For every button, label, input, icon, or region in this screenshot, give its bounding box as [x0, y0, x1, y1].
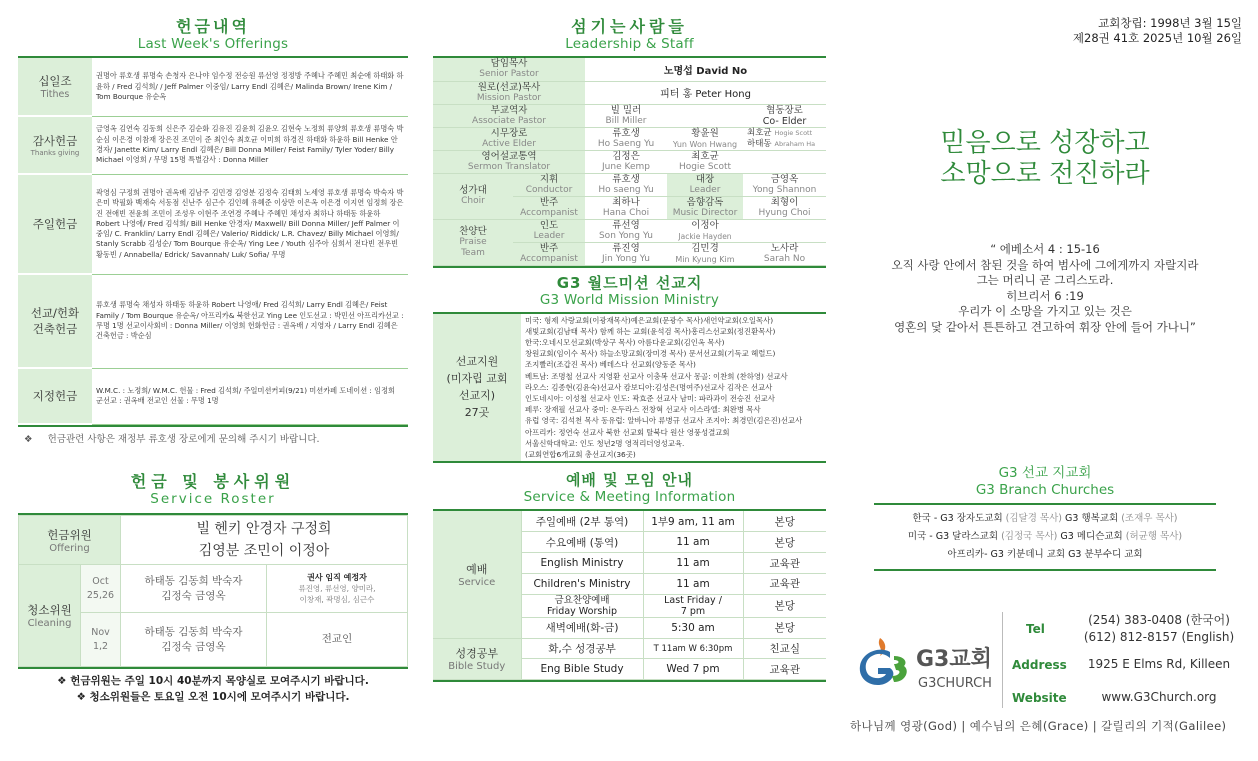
offering-names: 빌 헨키 안경자 구정희 [196, 521, 332, 537]
services-table [433, 511, 826, 680]
mission-line: 한국:오네시모선교회(박상구 목사) 아름다운교회(김인옥 목사) [525, 337, 725, 347]
list-item: 미국 - G3 달라스교회 (김정국 목사) G3 메디슨교회 (허균행 목사) [907, 531, 1183, 542]
table-row: 성경공부 Bible Study 화,수 성경공부 T 11am W 6:30pm 친교실 [433, 638, 826, 659]
table-row [19, 516, 408, 565]
offerings-table [18, 58, 408, 425]
logo-text: G3교회 [916, 647, 992, 672]
table-row [18, 274, 408, 368]
leadership-table [433, 58, 826, 266]
tel-number[interactable]: (254) 383-0408 (한국어) [1088, 613, 1230, 627]
table-row: 반주 Accompanist 류진영 Jin Yong Yu 김민경 Min Kyung Kim 노사라 Sarah No [433, 242, 826, 265]
logo-text-en: G3CHURCH [918, 676, 992, 691]
website-link[interactable]: www.G3Church.org [1101, 690, 1217, 704]
mission-line: 창원교회(임이수 목사) 하늘소망교회(장미경 목사) 문서선교회(기독교 헤럴드) [525, 349, 776, 359]
oct-names: 김정숙 금영옥 [161, 589, 226, 602]
table-row [19, 565, 408, 613]
services-title: 예배 및 모임 안내 [565, 471, 694, 490]
issue-date: 제28권 41호 2025년 10월 26일 [1072, 31, 1242, 45]
leadership-subtitle: Leadership & Staff [565, 36, 694, 52]
table-row: 원로(선교)목사 Mission Pastor 피터 홍 Peter Hong [433, 81, 826, 104]
offering-names: 김영분 조민이 이정아 [198, 543, 330, 559]
tel-number[interactable]: (612) 812-8157 (English) [1083, 630, 1235, 644]
nov-names: 하태동 김동희 박숙자 [144, 625, 243, 638]
mission-line: 베트남: 조명철 선교사 지영환 선교사 이충복 선교사 몽골: 이찬희 (찬하영) 선교사 [525, 371, 788, 381]
nov-names: 김정숙 금영옥 [161, 640, 226, 653]
table-row: 영어설교통역 Sermon Translator 김정은 June Kemp 최호균 Hogie Scott [433, 150, 826, 173]
mission-title: G3 월드미션 선교지 [556, 273, 703, 292]
table-row: 찬양단 Praise Team 인도 Leader 류선영 Son Yong Yu 이정아 Jackie Hayden [433, 219, 826, 242]
leadership-column [433, 0, 826, 682]
address-label: Address [1012, 657, 1067, 672]
mission-line: (교회연합6개교회 총선교지(36곳) [525, 449, 636, 459]
table-row: 예배 Service 주일예배 (2부 통역) 1부9 am, 11 am 본당 [433, 511, 826, 532]
services-subtitle: Service & Meeting Information [523, 489, 736, 506]
mission-line: 페루: 장재필 선교사 중미: 온두라스 전창혁 선교사 이스라엘: 최완병 목사 [525, 405, 761, 415]
roster-note: ❖ 헌금위원는 주일 10시 40분까지 목양실로 모여주시기 바랍니다. [57, 675, 369, 687]
divider [1002, 612, 1003, 708]
roster-note: ❖ 청소위원들은 토요일 오전 10시에 모여주시기 바랍니다. [76, 691, 350, 703]
row-label: 주일헌금 [32, 217, 78, 231]
branch-title: G3 선교 지교회 [998, 465, 1092, 481]
table-row: 새벽예배(화-금) 5:30 am 본당 [433, 617, 826, 638]
elder-title: 권사 임직 예정자 [307, 573, 367, 582]
mission-table [433, 312, 826, 464]
diamond-icon: ❖ [24, 434, 33, 445]
nov-date: Nov [91, 626, 110, 638]
table-row [18, 368, 408, 424]
row-label-en: Thanks giving [30, 149, 80, 157]
nov-right: 전교인 [321, 633, 353, 645]
row-text: 곽영심 구정희 권명아 권옥배 김남주 김민경 김영분 김정숙 김태희 노세영 류호생 류명숙 박숙자 박은미 박필화 백재숙 서동점 신난주 심근수 김인혜 유혜준 이상만 이은옥 이은경 이지연 임정희 장은진 전애빈 전윤희 조민이 조성우 이현주 조연경 주혜나 주혜민 채성자 최하나 하태동 하윤하 Robert 나영애/ Fred 김석희/ Bill Henke 안경자/ Maxwell/ Bill Donna Miller/ Jeff Palmer 이중임/ C. Franklin/ Larry Endl 김혜은/ Valerio/ Riddick/ L.R. Chavez/ Billy Michael 이영희/ Stanly Scrabb 김성순/ Tom Bourque 유순옥/ Ying Lee / Youth 심주아 심희서 전다빈 전우빈 황동빈 / Annabella/ Edrick/ Savannah/ Luk/ Sofia/ 무명 [92, 174, 408, 274]
list-item: 한국 - G3 장자도교회 (김달경 목사) G3 행복교회 (조재우 목사) [912, 513, 1178, 524]
table-row: 금요찬양예배 Friday Worship Last Friday / 7 pm 본당 [433, 594, 826, 617]
table-row: Children's Ministry 11 am 교육관 [433, 574, 826, 595]
table-row [433, 313, 826, 463]
elder-names: 이창재, 곽명심, 심근수 [299, 595, 375, 604]
mission-line: 아프리카: 정연숙 선교사 북한 선교회 탈북다 원산 영풍성결교회 [525, 427, 730, 437]
table-row: English Ministry 11 am 교육관 [433, 553, 826, 574]
oct-names: 하태동 김동희 박숙자 [144, 574, 243, 587]
divider [433, 680, 826, 682]
row-label: 감사헌금 [32, 134, 78, 148]
table-row: 부교역자 Associate Pastor 빌 밀러 Bill Miller 협동장로 Co- Elder [433, 104, 826, 127]
church-logo [850, 632, 1000, 702]
offerings-column [18, 0, 408, 705]
mission-line: 유럽 영국: 김석천 목사 동유럽: 알바니아 류병규 선교사 조지아: 최경민(김은진)선교사 [525, 416, 803, 426]
mission-line: 인도네시아: 이성철 선교사 인도: 곽효준 선교사 남미: 파라과이 전승진 선교사 [525, 393, 775, 403]
nov-date: 1,2 [92, 640, 109, 652]
branch-subtitle: G3 Branch Churches [975, 482, 1115, 498]
row-text: 금영옥 김연숙 김동희 신은주 김순화 김유진 김윤희 김윤오 김현숙 노정희 류양희 류호생 류명숙 박순심 이은경 이참재 장은진 조민이 준 최인숙 최호균 이미희 하경진 하태화 하윤하 Bill Henke 안경자/ Janette Kim/ Larry Endl 김혜은/ Bill Donna Miller/ Feist Family/ Tyler Yoder/ Billy Michael 이영희 / 무명 15명 특별감사 : Donna Miller [92, 116, 408, 174]
roster-title: 헌금 및 봉사위원 [130, 472, 296, 491]
mission-line: 미국: 형제 사랑교회(이광재목사)예은교회(문광수 목사)새언약교회(오일목사) [525, 315, 774, 325]
mission-line: 새빛교회(김남태 목사) 함께 하는 교회(윤석검 목사)흥리스선교회(정진환목사) [525, 326, 776, 336]
table-row: 수요예배 (통역) 11 am 본당 [433, 532, 826, 553]
offerings-subtitle: Last Week's Offerings [137, 36, 289, 52]
address: 1925 E Elms Rd, Killeen [1087, 657, 1231, 671]
row-label: 십일조 [38, 74, 72, 88]
front-cover-column [840, 0, 1250, 761]
table-row: 반주 Accompanist 최하나 Hana Choi 음향감독 Music Director 최형이 Hyung Choi [433, 196, 826, 219]
leadership-title: 섬기는사람들 [571, 17, 688, 36]
founded-date: 교회창립: 1998년 3월 15일 [1098, 16, 1242, 30]
table-row: Eng Bible Study Wed 7 pm 교육관 [433, 659, 826, 680]
mission-line: 조지빨러(조갑진 목사) 베데스다 선교회(양동준 목사) [525, 360, 696, 370]
mission-line: 서울신학대학교: 인도 청년2명 영적리더영성교육. [525, 438, 685, 448]
mission-pastor-name: 피터 홍 Peter Hong [585, 81, 826, 104]
senior-pastor-name: 노명섭 David No [585, 58, 826, 81]
row-text: 류호생 류명숙 채성자 하태동 하윤하 Robert 나영애/ Fred 김석희/ Larry Endl 김혜은/ Feist Family / Tom Bourque 유순옥/ 아프리카& 북한선교 Ying Lee 인도선교 : 박민선 아프리카선교 : 무명 1명 선교이사회비 : Donna Miller/ 이영희 헌화헌금 : 권옥배 / 지영자 / Larry Endl 김혜은 건축헌금 : 박순심 [92, 274, 408, 368]
table-row: 담임목사 Senior Pastor 노명섭 David No [433, 58, 826, 81]
slogan: 믿음으로 성장하고 소망으로 전진하라 [940, 128, 1150, 189]
flame-g3-logo-icon [850, 632, 912, 690]
row-label: 지정헌금 [32, 389, 78, 403]
cleaning-label-en: Cleaning [27, 618, 72, 629]
offerings-note: ❖ 헌금관련 사항은 재정부 류호생 장로에게 문의해 주시기 바랍니다. [24, 434, 320, 445]
mission-label: 선교지원 [455, 355, 499, 369]
list-item: 아프리카- G3 키분데니 교회 G3 분부수디 교회 [947, 549, 1143, 560]
roster-subtitle: Service Roster [150, 491, 276, 507]
mission-label: (미자립 교회 [446, 372, 508, 386]
scripture-verse: “ 에베소서 4 : 15-16 오직 사랑 안에서 참된 것을 하여 범사에 그에게까지 자랄지라 그는 머리니 곧 그리스도라. 히브리서 6 :19 우리가 이 소망을 가지고 있는 것은 영혼의 닻 같아서 튼튼하고 견고하여 휘장 안에 들어 가나니” [891, 242, 1199, 334]
table-row [18, 58, 408, 116]
mission-subtitle: G3 World Mission Ministry [539, 291, 720, 308]
oct-date: Oct [92, 575, 109, 587]
elder-names: 류진영, 류선영, 양미라, [298, 584, 376, 593]
row-label-en: Tithes [40, 89, 70, 100]
row-text: W.M.C. : 노정희/ W.M.C. 헌물 : Fred 김석희/ 주일미션커피(9/21) 미션카페 도네이션 : 임정희 군선교 : 권옥배 전교인 선물 : 무명 1명 [92, 368, 408, 424]
offerings-title: 헌금내역 [176, 17, 250, 36]
roster-table [18, 515, 408, 667]
mission-label: 선교지) [458, 389, 496, 403]
tel-label: Tel [1026, 622, 1045, 636]
mission-label: 27곳 [464, 406, 490, 420]
church-motto: 하나님께 영광(God) | 예수님의 은혜(Grace) | 갈릴리의 기적(Galilee) [850, 719, 1227, 733]
branch-list [874, 503, 1216, 571]
offering-label: 헌금위원 [47, 527, 92, 542]
offering-label-en: Offering [49, 542, 90, 554]
row-label: 선교/헌화 건축헌금 [30, 306, 80, 336]
oct-date: 25,26 [86, 589, 115, 601]
cleaning-label: 청소위원 [27, 603, 72, 617]
contact-info [1004, 610, 1244, 714]
table-row [18, 116, 408, 174]
row-text: 권명아 류호생 류명숙 손청자 은나야 임수정 전승원 류선영 정정방 주혜나 주혜민 최순애 하태화 하윤하 / Fred 김석희/ / Jeff Palmer 이중임/ Larry Endl 김혜은/ Malinda Brown/ Irene Kim / Tom Bourque 유순옥 [92, 58, 408, 116]
table-row [18, 174, 408, 274]
website-label: Website [1012, 690, 1067, 705]
table-row: 시무장로 Active Elder 류호생 Ho Saeng Yu 황윤원 Yun Won Hwang 최호균 Hogie Scott 하태동 Abraham Ha [433, 127, 826, 150]
branch-section [840, 465, 1250, 571]
table-row: 성가대 Choir 지휘 Conductor 류호생 Ho saeng Yu 대장 Leader 금영옥 Yong Shannon [433, 173, 826, 196]
mission-line: 라오스: 김종현(김윤숙)선교사 캄보디아:김성은(명여주)선교사 김작은 선교사 [525, 382, 773, 392]
